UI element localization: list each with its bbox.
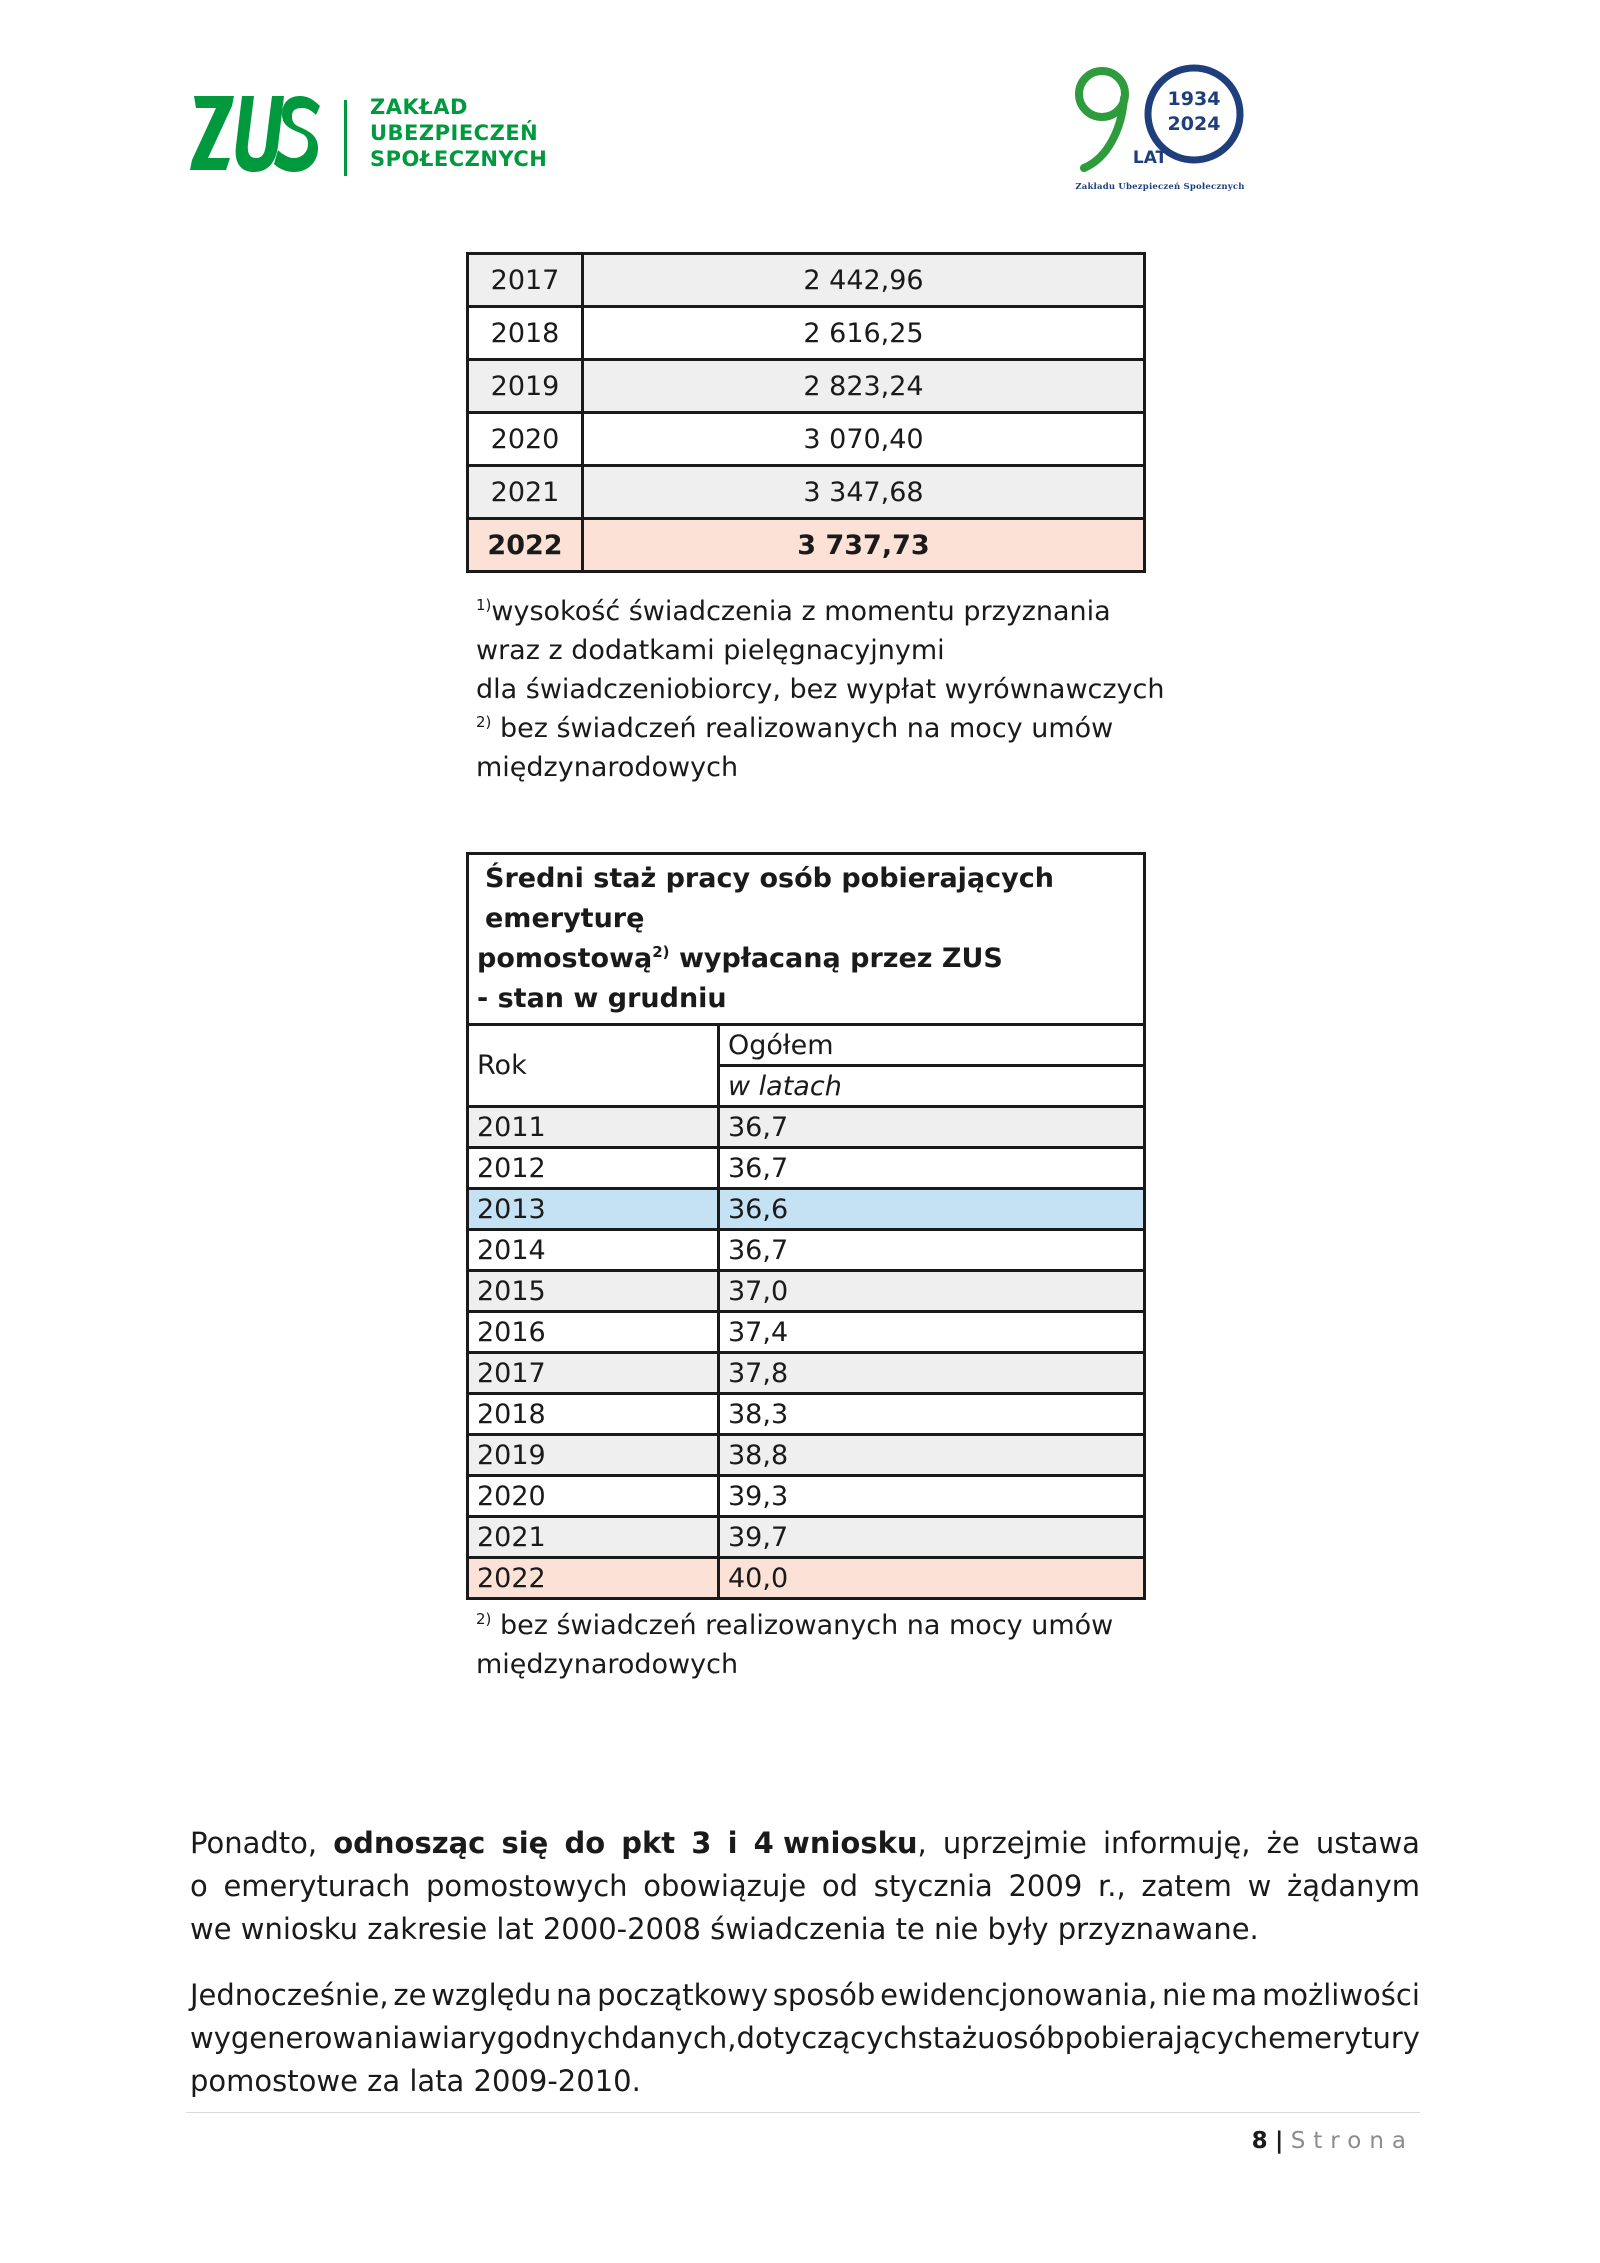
table-row	[468, 307, 1145, 360]
word: Ponadto,	[190, 1826, 318, 1860]
footnote-line: międzynarodowych	[476, 752, 739, 783]
word: r.,	[1098, 1869, 1126, 1903]
bold-word: 3	[691, 1826, 712, 1860]
word: na	[556, 1978, 593, 2012]
word: ewidencjonowania,	[880, 1978, 1158, 2012]
year-cell: 2016	[468, 1312, 719, 1353]
paragraph-1	[190, 1822, 1420, 1951]
word: emerytury	[1268, 2021, 1420, 2055]
value-cell: 3 347,68	[583, 466, 1145, 519]
word: pobierających	[1064, 2021, 1269, 2055]
footnote-marker: 2)	[476, 1610, 492, 1628]
value-cell: 2 616,25	[583, 307, 1145, 360]
year-cell: 2021	[468, 466, 583, 519]
year-cell: 2017	[468, 254, 583, 307]
word: informuję,	[1102, 1826, 1251, 1860]
bold-word: się	[501, 1826, 549, 1860]
table-title	[468, 854, 1145, 1025]
year-cell: 2022	[468, 519, 583, 572]
value-cell: 39,3	[719, 1476, 1145, 1517]
footnote-text: wysokość świadczenia z momentu przyznania	[491, 596, 1111, 627]
table-title-line: - stan w grudniu	[477, 983, 727, 1014]
word: emeryturach	[223, 1869, 411, 1903]
footnote-line	[476, 1606, 1113, 1645]
anniversary-caption: Zakładu Ubezpieczeń Społecznych	[1075, 182, 1245, 192]
table-row	[468, 1517, 1145, 1558]
table-row	[468, 413, 1145, 466]
column-header-year: Rok	[468, 1025, 719, 1107]
table-row	[468, 1107, 1145, 1148]
word: ,	[917, 1826, 927, 1860]
word: zatem	[1141, 1869, 1232, 1903]
word: że	[1266, 1826, 1300, 1860]
value-cell: 2 823,24	[583, 360, 1145, 413]
word: możliwości	[1262, 1978, 1420, 2012]
table-row	[468, 1435, 1145, 1476]
table-row	[468, 1476, 1145, 1517]
table-row	[468, 254, 1145, 307]
word: od	[821, 1869, 859, 1903]
word: pomostowych	[425, 1869, 628, 1903]
table2-footnote	[476, 1606, 1113, 1684]
year-cell: 2018	[468, 307, 583, 360]
word: żądanym	[1287, 1869, 1420, 1903]
value-cell: 37,8	[719, 1353, 1145, 1394]
org-name	[370, 94, 547, 172]
table-row	[468, 1271, 1145, 1312]
year-cell: 2017	[468, 1353, 719, 1394]
bold-word: 4	[753, 1826, 774, 1860]
bold-word: do	[564, 1826, 606, 1860]
word: 2009	[1008, 1869, 1083, 1903]
word: ustawa	[1315, 1826, 1420, 1860]
text-line: pomostowe za lata 2009-2010.	[190, 2064, 641, 2098]
table-title-text: pomostową	[477, 943, 653, 974]
word: stażu	[917, 2021, 996, 2055]
value-cell: 37,0	[719, 1271, 1145, 1312]
year-cell: 2011	[468, 1107, 719, 1148]
year-cell: 2013	[468, 1189, 719, 1230]
year-cell: 2018	[468, 1394, 719, 1435]
value-cell: 37,4	[719, 1312, 1145, 1353]
table-row-highlighted	[468, 519, 1145, 572]
table-row	[468, 466, 1145, 519]
table-row	[468, 1312, 1145, 1353]
table-header-row	[468, 1025, 1145, 1066]
anniversary-year-start: 1934	[1167, 88, 1221, 110]
bold-word: wniosku	[783, 1826, 918, 1860]
footnote-marker: 2)	[652, 943, 670, 961]
word: początkowy	[597, 1978, 768, 2012]
column-unit: w latach	[719, 1066, 1145, 1107]
word: uprzejmie	[942, 1826, 1087, 1860]
year-cell: 2019	[468, 1435, 719, 1476]
word: Jednocześnie,	[190, 1978, 389, 2012]
value-cell: 36,6	[719, 1189, 1145, 1230]
value-cell: 38,8	[719, 1435, 1145, 1476]
table-title-text: wypłacaną przez ZUS	[669, 943, 1003, 974]
value-cell: 36,7	[719, 1107, 1145, 1148]
seniority-table	[466, 852, 1146, 1600]
footnote-text: bez świadczeń realizowanych na mocy umów	[491, 1610, 1114, 1641]
table-row	[468, 1148, 1145, 1189]
value-cell: 3 737,73	[583, 519, 1145, 572]
value-cell: 40,0	[719, 1558, 1145, 1599]
value-cell: 36,7	[719, 1230, 1145, 1271]
year-cell: 2020	[468, 1476, 719, 1517]
table1-footnotes	[476, 592, 1164, 787]
bold-word: i	[727, 1826, 738, 1860]
benefit-amount-table	[466, 252, 1146, 573]
anniversary-year-end: 2024	[1167, 113, 1221, 135]
year-cell: 2015	[468, 1271, 719, 1312]
justified-line	[190, 1822, 1420, 1865]
word: danych,	[621, 2021, 737, 2055]
word: stycznia	[873, 1869, 993, 1903]
word: wiarygodnych	[418, 2021, 622, 2055]
table-row	[468, 360, 1145, 413]
footnote-text: bez świadczeń realizowanych na mocy umów	[491, 713, 1114, 744]
logo-divider	[344, 100, 347, 176]
org-name-line: UBEZPIECZEŃ	[370, 121, 539, 145]
word: względu	[431, 1978, 552, 2012]
table-row	[468, 1394, 1145, 1435]
page-label: Strona	[1290, 2128, 1414, 2154]
footnote-line: dla świadczeniobiorcy, bez wypłat wyrównawczych	[476, 674, 1165, 705]
word: osób	[995, 2021, 1065, 2055]
footnote-line	[476, 709, 1164, 748]
word: nie	[1162, 1978, 1207, 2012]
justified-line	[190, 1974, 1420, 2017]
footnote-marker: 1)	[476, 596, 492, 614]
year-cell: 2020	[468, 413, 583, 466]
word: wygenerowania	[190, 2021, 419, 2055]
word: obowiązuje	[643, 1869, 807, 1903]
table-row	[468, 1353, 1145, 1394]
bold-word: odnosząc	[333, 1826, 486, 1860]
anniversary-lat: LAT	[1132, 148, 1168, 168]
word: dotyczących	[736, 2021, 918, 2055]
bold-word: pkt	[621, 1826, 676, 1860]
footnote-marker: 2)	[476, 713, 492, 731]
value-cell: 3 070,40	[583, 413, 1145, 466]
footnote-line: międzynarodowych	[476, 1649, 739, 1680]
value-cell: 39,7	[719, 1517, 1145, 1558]
justified-line	[190, 1865, 1420, 1908]
footer-separator: |	[1274, 2128, 1284, 2154]
word: ze	[393, 1978, 427, 2012]
value-cell: 2 442,96	[583, 254, 1145, 307]
justified-line	[190, 2017, 1420, 2060]
org-name-line: ZAKŁAD	[370, 95, 468, 119]
footnote-line: wraz z dodatkami pielęgnacyjnymi	[476, 635, 945, 666]
year-cell: 2012	[468, 1148, 719, 1189]
table-title-row	[468, 854, 1145, 1025]
year-cell: 2014	[468, 1230, 719, 1271]
value-cell: 38,3	[719, 1394, 1145, 1435]
word: ma	[1211, 1978, 1258, 2012]
table-row-highlighted	[468, 1558, 1145, 1599]
footnote-line	[476, 592, 1164, 631]
text-line: we wniosku zakresie lat 2000-2008 świadczenia te nie były przyznawane.	[190, 1912, 1259, 1946]
org-name-line: SPOŁECZNYCH	[370, 147, 548, 171]
anniversary-logo	[1060, 58, 1260, 198]
value-cell: 36,7	[719, 1148, 1145, 1189]
table-title-line: Średni staż pracy osób pobierających emeryturę	[485, 863, 1054, 934]
page-footer	[1252, 2128, 1414, 2154]
year-cell: 2021	[468, 1517, 719, 1558]
page-number: 8	[1251, 2128, 1268, 2154]
table-row-selected	[468, 1189, 1145, 1230]
year-cell: 2019	[468, 360, 583, 413]
word	[754, 1822, 927, 1865]
table-title-line	[477, 939, 1135, 979]
word: w	[1247, 1869, 1272, 1903]
zus-logo	[190, 92, 560, 182]
word: sposób	[772, 1978, 876, 2012]
column-header-total: Ogółem	[719, 1025, 1145, 1066]
year-cell: 2022	[468, 1558, 719, 1599]
footer-divider	[186, 2112, 1420, 2113]
paragraph-2	[190, 1974, 1420, 2103]
zus-logo-mark	[190, 92, 322, 174]
word: o	[190, 1869, 208, 1903]
table-row	[468, 1230, 1145, 1271]
